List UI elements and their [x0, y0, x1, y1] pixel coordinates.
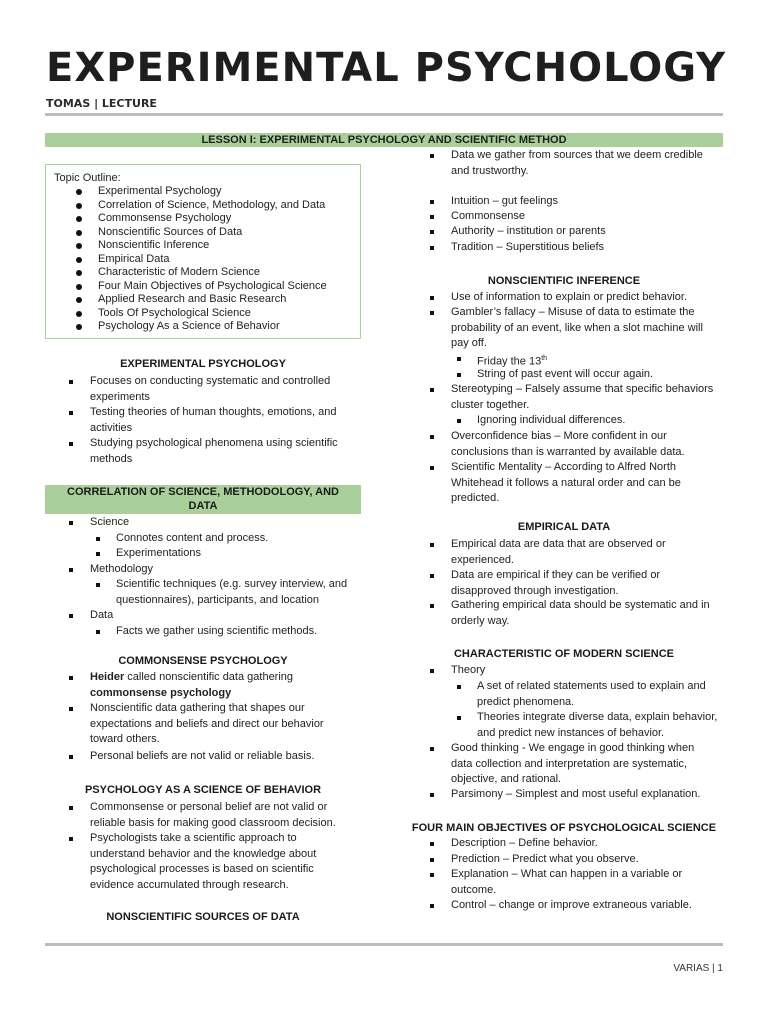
bullet-icon: [430, 246, 434, 250]
bullet-icon: [430, 230, 434, 234]
section-heading-commonsense: COMMONSENSE PSYCHOLOGY: [118, 655, 288, 667]
section-heading-empirical-data: EMPIRICAL DATA: [517, 521, 611, 533]
bullet-icon: [430, 793, 434, 797]
bullet-icon: [76, 311, 82, 317]
header-divider: [45, 113, 723, 116]
page-subtitle: TOMAS | LECTURE: [46, 97, 157, 110]
outline-item: Characteristic of Modern Science: [46, 266, 327, 280]
list-item: Empirical data are data that are observed or experienced.: [451, 538, 666, 566]
list-item: Control – change or improve extraneous variable.: [451, 899, 692, 911]
bullet-icon: [69, 707, 73, 711]
page-title: EXPERIMENTAL PSYCHOLOGY: [46, 45, 727, 91]
list-item: Data we gather from sources that we deem credible and trustworthy.: [451, 149, 703, 177]
list-item: Authority – institution or parents: [451, 225, 606, 237]
list-item: Stereotyping – Falsely assume that specific behaviors cluster together.: [451, 383, 714, 411]
list-item: Description – Define behavior.: [451, 837, 598, 849]
bullet-icon: [430, 858, 434, 862]
bullet-icon: [430, 904, 434, 908]
bullet-icon: [430, 200, 434, 204]
outline-item: Correlation of Science, Methodology, and Data: [46, 199, 327, 213]
section-heading-nonscientific-sources: NONSCIENTIFIC SOURCES OF DATA: [106, 911, 300, 923]
list-item: Personal beliefs are not valid or reliable basis.: [90, 750, 315, 762]
bullet-icon: [430, 669, 434, 673]
bullet-icon: [76, 270, 82, 276]
bullet-icon: [96, 537, 100, 541]
outline-item: Empirical Data: [46, 253, 327, 267]
bullet-icon: [96, 630, 100, 634]
sub-list-item: String of past event will occur again.: [477, 368, 654, 380]
bullet-icon: [69, 568, 73, 572]
page-footer: VARIAS | 1: [673, 963, 723, 974]
topic-outline-box: [45, 164, 361, 339]
sub-list-item: Scientific techniques (e.g. survey interview, and questionnaires), participants, and location: [116, 578, 348, 606]
footer-divider: [45, 943, 723, 946]
section-heading-science-of-behavior: PSYCHOLOGY AS A SCIENCE OF BEHAVIOR: [84, 784, 322, 796]
bullet-icon: [430, 574, 434, 578]
section-heading-correlation: [45, 485, 361, 514]
bullet-icon: [96, 552, 100, 556]
list-item-methodology: Methodology: [90, 563, 153, 575]
list-item-heider: [90, 670, 360, 701]
outline-item: Nonscientific Inference: [46, 239, 327, 253]
bullet-icon: [69, 411, 73, 415]
bullet-icon: [457, 419, 461, 423]
sub-list-item: Theories integrate diverse data, explain behavior, and predict new instances of behavior.: [477, 711, 718, 739]
bullet-icon: [430, 388, 434, 392]
list-item-data: Data: [90, 609, 114, 621]
heading-line: DATA: [188, 500, 218, 512]
superscript: th: [541, 355, 548, 362]
bullet-icon: [69, 521, 73, 525]
bullet-icon: [76, 297, 82, 303]
bullet-icon: [430, 296, 434, 300]
bullet-icon: [430, 154, 434, 158]
list-item: Prediction – Predict what you observe.: [451, 853, 639, 865]
list-item: Data are empirical if they can be verified or disapproved through investigation.: [451, 569, 661, 597]
sub-list-item: Experimentations: [116, 547, 201, 559]
list-item: Explanation – What can happen in a variable or outcome.: [451, 868, 683, 896]
list-item: Nonscientific data gathering that shapes our expectations and beliefs and direct our behavior toward others.: [90, 702, 324, 745]
list-item: Good thinking - We engage in good thinking when data collection and interpretation are systematic, objective, and rational.: [451, 742, 695, 785]
bullet-icon: [69, 442, 73, 446]
outline-item: Nonscientific Sources of Data: [46, 226, 327, 240]
bullet-icon: [76, 324, 82, 330]
list-item: Overconfidence bias – More confident in our conclusions than is warranted by available data.: [451, 430, 685, 458]
list-item: Studying psychological phenomena using scientific methods: [90, 437, 338, 465]
list-item: Commonsense: [451, 210, 525, 222]
bullet-icon: [457, 716, 461, 720]
bullet-icon: [457, 685, 461, 689]
section-heading-modern-science: CHARACTERISTIC OF MODERN SCIENCE: [453, 648, 674, 660]
bullet-icon: [457, 373, 461, 377]
list-item: Testing theories of human thoughts, emotions, and activities: [90, 406, 337, 434]
bullet-icon: [69, 614, 73, 618]
section-heading-nonscientific-inference: NONSCIENTIFIC INFERENCE: [487, 275, 641, 287]
bullet-icon: [430, 604, 434, 608]
bullet-icon: [69, 806, 73, 810]
section-heading-four-objectives: FOUR MAIN OBJECTIVES OF PSYCHOLOGICAL SCIENCE: [411, 822, 717, 834]
bold-term: commonsense psychology: [90, 686, 232, 699]
bullet-icon: [76, 189, 82, 195]
bullet-icon: [76, 243, 82, 249]
list-item: Focuses on conducting systematic and controlled experiments: [90, 375, 331, 403]
list-item: Gambler’s fallacy – Misuse of data to estimate the probability of an event, like when a slot machine will pay off.: [451, 306, 703, 349]
bold-term: Heider: [90, 671, 125, 683]
sub-list-item: Connotes content and process.: [116, 532, 269, 544]
heading-line: CORRELATION OF SCIENCE, METHODOLOGY, AND: [67, 486, 339, 498]
bullet-icon: [76, 203, 82, 209]
bullet-icon: [430, 543, 434, 547]
list-item: Gathering empirical data should be systematic and in orderly way.: [451, 599, 710, 627]
bullet-icon: [430, 747, 434, 751]
bullet-icon: [430, 215, 434, 219]
bullet-icon: [76, 257, 82, 263]
outline-item: Applied Research and Basic Research: [46, 293, 327, 307]
bullet-icon: [430, 842, 434, 846]
outline-title: Topic Outline:: [54, 172, 121, 184]
outline-list: [46, 185, 327, 334]
bullet-icon: [430, 435, 434, 439]
outline-item: Four Main Objectives of Psychological Science: [46, 280, 327, 294]
bullet-icon: [76, 216, 82, 222]
text-run: called nonscientific data gathering: [124, 671, 294, 683]
outline-item: Commonsense Psychology: [46, 212, 327, 226]
bullet-icon: [430, 873, 434, 877]
bullet-icon: [69, 676, 73, 680]
list-item: Parsimony – Simplest and most useful explanation.: [451, 788, 701, 800]
bullet-icon: [76, 284, 82, 290]
bullet-icon: [430, 466, 434, 470]
outline-item: Experimental Psychology: [46, 185, 327, 199]
outline-item: Psychology As a Science of Behavior: [46, 320, 327, 334]
list-item: Use of information to explain or predict behavior.: [451, 291, 688, 303]
list-item: Psychologists take a scientific approach to understand behavior and the knowledge about psychological processes is based on scientific evidence accumulated through research.: [90, 832, 317, 891]
sub-list-item: Ignoring individual differences.: [477, 414, 626, 426]
list-item-science: Science: [90, 516, 130, 528]
bullet-icon: [69, 380, 73, 384]
list-item: Scientific Mentality – According to Alfred North Whitehead it follows a natural order and can be predicted.: [451, 461, 681, 504]
bullet-icon: [96, 583, 100, 587]
outline-item: Tools Of Psychological Science: [46, 307, 327, 321]
list-item-theory: Theory: [451, 664, 486, 676]
sub-list-item: A set of related statements used to explain and predict phenomena.: [477, 680, 706, 708]
list-item: Commonsense or personal belief are not valid or reliable basis for making good classroom decision.: [90, 801, 336, 829]
bullet-icon: [430, 311, 434, 315]
lesson-banner: LESSON I: EXPERIMENTAL PSYCHOLOGY AND SCIENTIFIC METHOD: [45, 133, 723, 147]
section-heading-experimental-psychology: EXPERIMENTAL PSYCHOLOGY: [120, 358, 286, 370]
bullet-icon: [457, 357, 461, 361]
bullet-icon: [69, 755, 73, 759]
list-item: Intuition – gut feelings: [451, 195, 559, 207]
bullet-icon: [76, 230, 82, 236]
text-run: Friday the 13: [477, 355, 542, 368]
sub-list-item: Facts we gather using scientific methods.: [116, 625, 318, 637]
bullet-icon: [69, 837, 73, 841]
list-item: Tradition – Superstitious beliefs: [451, 241, 605, 253]
